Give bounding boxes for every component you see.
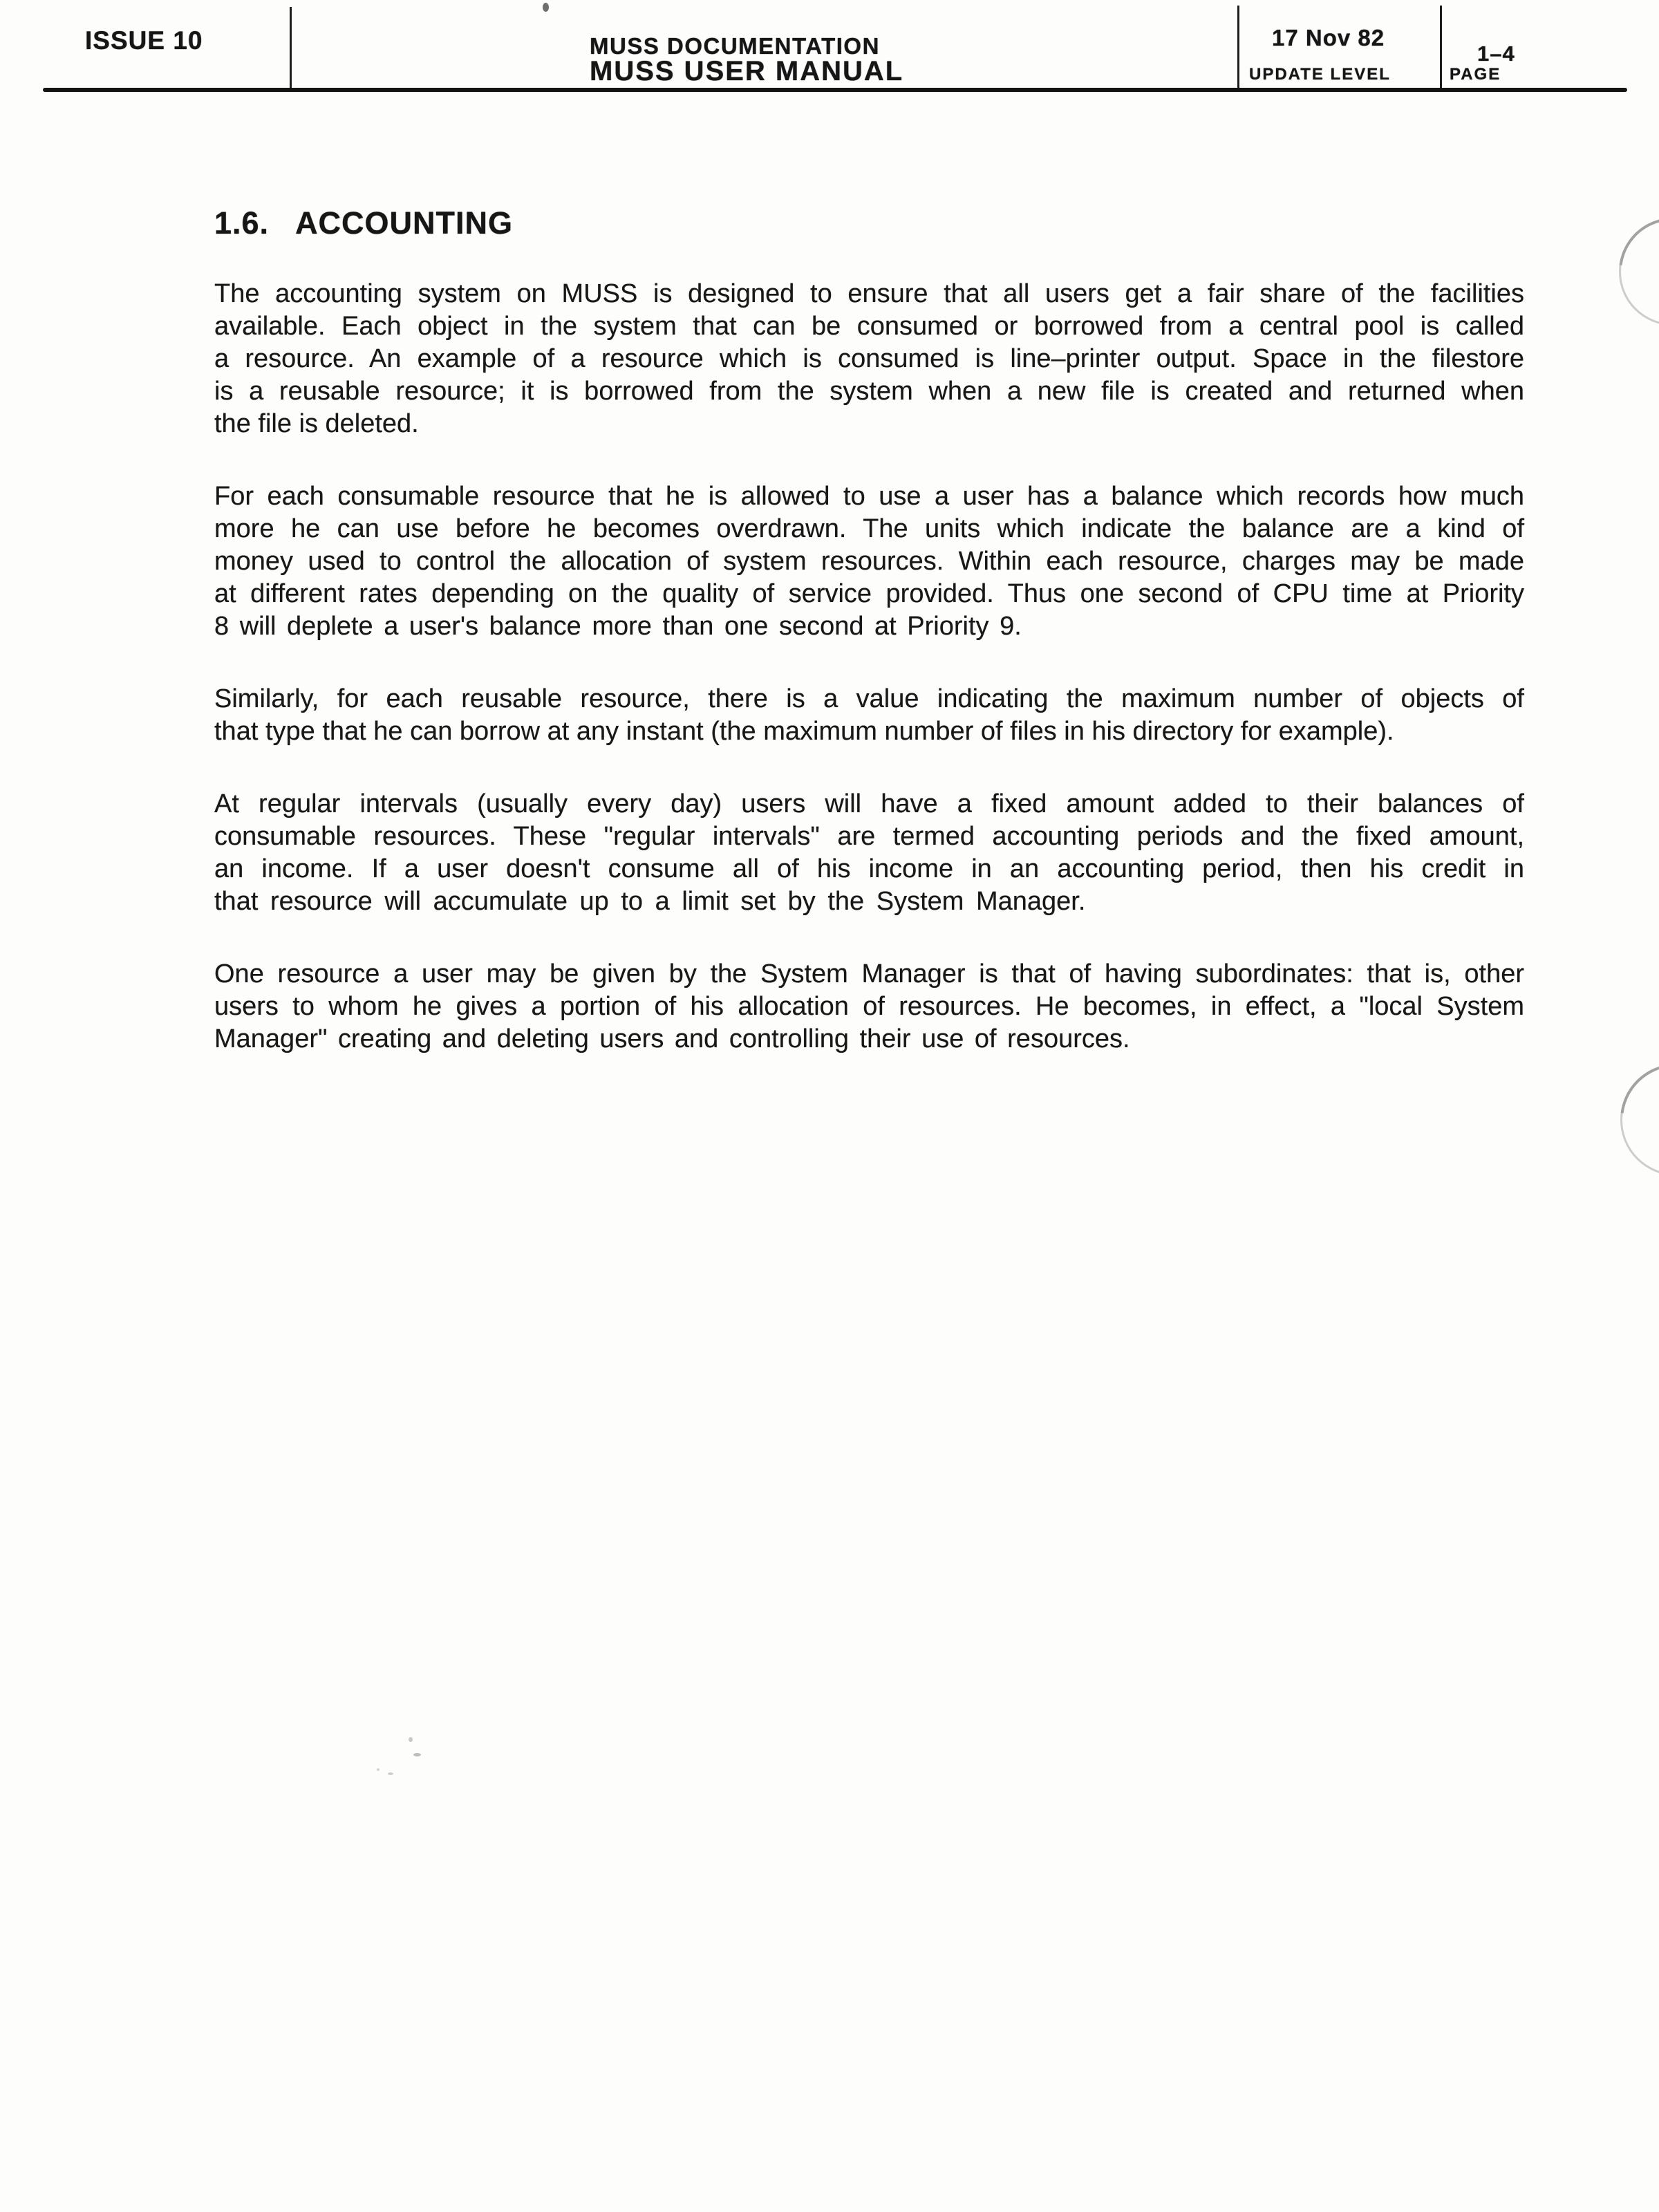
punch-hole-mark (1619, 218, 1659, 326)
page-number-label: PAGE (1450, 65, 1501, 84)
body-line: For each consumable resource that he is allowed to use a user has a balance which records how much (214, 482, 1524, 511)
section-title: ACCOUNTING (295, 205, 514, 241)
page-number-value: 1–4 (1477, 41, 1515, 66)
body-line: users to whom he gives a portion of his allocation of resources. He becomes, in effect, a "local System (214, 992, 1524, 1021)
paragraph (214, 788, 1524, 918)
scan-speck (377, 1768, 379, 1771)
paragraph (214, 480, 1524, 643)
body-line: that resource will accumulate up to a limit set by the System Manager. (214, 887, 1086, 916)
header-rule (43, 88, 1627, 92)
body-text (214, 278, 1524, 1096)
body-line: money used to control the allocation of system resources. Within each resource, charges may be made (214, 547, 1524, 576)
update-level-value: 17 Nov 82 (1272, 25, 1385, 50)
body-line: consumable resources. These "regular intervals" are termed accounting periods and the fixed amount, (214, 822, 1524, 851)
body-line: at different rates depending on the quality of service provided. Thus one second of CPU time at Priority (214, 579, 1524, 608)
issue-label: ISSUE 10 (85, 26, 203, 55)
body-line: a resource. An example of a resource which is consumed is line–printer output. Space in the filestore (214, 344, 1524, 373)
scan-speck (388, 1772, 393, 1775)
paragraph (214, 278, 1524, 440)
body-line: The accounting system on MUSS is designed to ensure that all users get a fair share of the facilities (214, 279, 1524, 308)
paragraph (214, 958, 1524, 1056)
header-divider-page (1440, 6, 1442, 91)
body-line: that type that he can borrow at any instant (the maximum number of files in his directory for example). (214, 717, 1394, 746)
body-line: One resource a user may be given by the System Manager is that of having subordinates: that is, other (214, 959, 1524, 988)
scan-speck (543, 3, 549, 12)
scan-speck (413, 1753, 421, 1756)
document-title (590, 33, 904, 86)
section-heading (214, 206, 513, 241)
body-line: Manager" creating and deleting users and controlling their use of resources. (214, 1024, 1130, 1053)
body-line: At regular intervals (usually every day) users will have a fixed amount added to their balances of (214, 789, 1524, 818)
body-line: an income. If a user doesn't consume all of his income in an accounting period, then his credit in (214, 854, 1524, 883)
punch-hole-mark (1620, 1064, 1659, 1176)
paragraph (214, 683, 1524, 748)
body-line: the file is deleted. (214, 409, 419, 438)
header-divider-update (1237, 6, 1239, 91)
document-title-line1: MUSS DOCUMENTATION (590, 33, 880, 59)
header-divider-left (290, 7, 292, 91)
document-title-line2: MUSS USER MANUAL (590, 56, 904, 86)
scan-speck (409, 1737, 413, 1742)
body-line: more he can use before he becomes overdrawn. The units which indicate the balance are a kind of (214, 514, 1524, 543)
update-level-label: UPDATE LEVEL (1249, 65, 1391, 84)
section-number: 1.6. (214, 205, 270, 241)
body-line: available. Each object in the system that can be consumed or borrowed from a central pool is called (214, 312, 1524, 341)
body-line: is a reusable resource; it is borrowed from the system when a new file is created and returned when (214, 377, 1524, 406)
body-line: Similarly, for each reusable resource, there is a value indicating the maximum number of objects of (214, 684, 1524, 713)
body-line: 8 will deplete a user's balance more than one second at Priority 9. (214, 612, 1022, 641)
